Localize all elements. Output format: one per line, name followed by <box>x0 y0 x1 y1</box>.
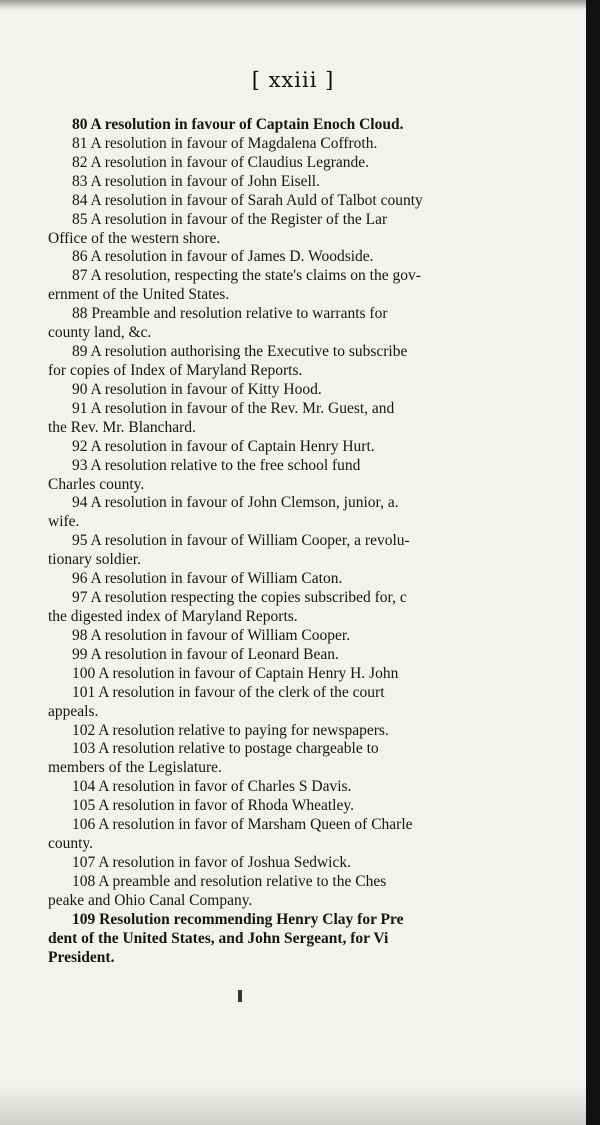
ink-mark <box>238 990 242 1002</box>
scan-shadow-top <box>0 0 586 10</box>
resolution-number: 94 <box>72 494 88 512</box>
scan-shadow-bottom <box>0 1085 586 1125</box>
resolution-number: 108 <box>72 872 96 890</box>
resolution-text-line: A resolution in favour of James D. Woodside. <box>90 248 374 266</box>
resolution-text-line: A resolution in favour of William Cooper, a revolu- <box>90 532 410 550</box>
resolution-entry <box>48 192 496 211</box>
resolution-text-line: ernment of the United States. <box>48 286 230 304</box>
resolution-number: 105 <box>72 797 96 815</box>
resolution-text-line: A resolution in favour of Magdalena Coffroth. <box>90 134 378 152</box>
resolution-entry <box>48 343 496 381</box>
page-number: [ xxiii ] <box>251 68 335 92</box>
resolution-text-line: the digested index of Maryland Reports. <box>48 607 298 625</box>
resolution-text-line: for copies of Index of Maryland Reports. <box>48 361 303 379</box>
resolution-entry <box>48 778 496 797</box>
resolution-text-line: appeals. <box>48 702 99 720</box>
resolution-number: 96 <box>72 570 88 588</box>
resolution-number: 81 <box>72 134 88 152</box>
resolution-text-line: A resolution in favour of Captain Henry Hurt. <box>90 437 375 455</box>
resolution-text-line: tionary soldier. <box>48 551 141 569</box>
resolution-number: 107 <box>72 853 96 871</box>
resolution-text-line: A resolution in favour of the Register of the Lar <box>90 210 388 228</box>
resolution-text-line: A resolution, respecting the state's claims on the gov- <box>90 267 421 285</box>
resolution-text-line: A resolution relative to the free school fund <box>90 456 361 474</box>
resolution-text-line: the Rev. Mr. Blanchard. <box>48 418 196 436</box>
resolution-text-line: members of the Legislature. <box>48 759 222 777</box>
resolution-number: 87 <box>72 267 88 285</box>
resolution-number: 106 <box>72 816 96 834</box>
resolution-entry <box>48 911 496 968</box>
resolution-text-line: A resolution in favour of William Caton. <box>90 570 343 588</box>
resolution-number: 90 <box>72 380 88 398</box>
resolution-text-line: A resolution relative to paying for newspapers. <box>98 721 389 739</box>
resolution-text-line: A resolution in favor of Charles S Davis. <box>98 778 352 796</box>
resolution-number: 98 <box>72 626 88 644</box>
resolution-text-line: Charles county. <box>48 475 145 493</box>
resolution-number: 86 <box>72 248 88 266</box>
resolution-entry <box>48 173 496 192</box>
resolution-number: 104 <box>72 778 96 796</box>
resolution-text-line: A resolution in favour of Kitty Hood. <box>90 380 322 398</box>
resolution-entry <box>48 305 496 343</box>
resolution-number: 91 <box>72 399 88 417</box>
resolution-entry <box>48 532 496 570</box>
resolution-text-line: A resolution in favor of Joshua Sedwick. <box>98 853 351 871</box>
resolution-text-line: A resolution in favour of John Eisell. <box>90 172 320 190</box>
resolution-number: 101 <box>72 683 96 701</box>
resolution-entry <box>48 740 496 778</box>
resolution-entry <box>48 854 496 873</box>
resolution-text-line: A resolution authorising the Executive to subscribe <box>90 343 408 361</box>
resolution-entry <box>48 873 496 911</box>
resolution-text-line: A resolution in favour of Captain Enoch Cloud. <box>90 116 404 133</box>
resolution-entry <box>48 797 496 816</box>
resolution-text-line: A resolution in favor of Marsham Queen of Charle <box>98 816 413 834</box>
resolution-entry <box>48 457 496 495</box>
resolution-entry <box>48 116 496 135</box>
resolution-entry <box>48 816 496 854</box>
resolution-entry <box>48 154 496 173</box>
resolution-text-line: A resolution in favour of the Rev. Mr. Guest, and <box>90 399 395 417</box>
scan-edge <box>586 0 600 1125</box>
resolution-number: 93 <box>72 456 88 474</box>
resolution-list <box>48 116 496 967</box>
resolution-entry <box>48 589 496 627</box>
resolution-text-line: A preamble and resolution relative to the Ches <box>98 872 387 890</box>
resolution-text-line: Preamble and resolution relative to warrants for <box>91 305 388 323</box>
resolution-text-line: President. <box>48 948 115 966</box>
resolution-text-line: A resolution in favor of Rhoda Wheatley. <box>98 797 354 815</box>
resolution-entry <box>48 684 496 722</box>
resolution-text-line: peake and Ohio Canal Company. <box>48 891 253 909</box>
resolution-text-line: A resolution in favour of the clerk of the court <box>98 683 385 701</box>
resolution-text-line: A resolution in favour of Leonard Bean. <box>90 645 339 663</box>
resolution-entry <box>48 381 496 400</box>
resolution-text-line: county land, &c. <box>48 324 152 342</box>
resolution-text-line: dent of the United States, and John Sergeant, for Vi <box>48 929 389 947</box>
resolution-entry <box>48 438 496 457</box>
resolution-number: 83 <box>72 172 88 190</box>
resolution-entry <box>48 267 496 305</box>
resolution-entry <box>48 570 496 589</box>
resolution-number: 84 <box>72 191 88 209</box>
resolution-number: 99 <box>72 645 88 663</box>
resolution-entry <box>48 135 496 154</box>
resolution-text-line: A resolution in favour of John Clemson, junior, a. <box>90 494 399 512</box>
resolution-text-line: A resolution in favour of Claudius Legrande. <box>90 153 370 171</box>
resolution-text-line: Office of the western shore. <box>48 229 221 247</box>
resolution-text-line: county. <box>48 835 94 853</box>
resolution-text-line: A resolution in favour of William Cooper. <box>90 626 351 644</box>
resolution-number: 109 <box>72 910 96 928</box>
resolution-text-line: A resolution in favour of Captain Henry H. John <box>98 664 399 682</box>
resolution-number: 85 <box>72 210 88 228</box>
resolution-entry <box>48 494 496 532</box>
resolution-entry <box>48 646 496 665</box>
resolution-number: 95 <box>72 532 88 550</box>
resolution-number: 102 <box>72 721 96 739</box>
resolution-entry <box>48 400 496 438</box>
resolution-number: 88 <box>72 305 88 323</box>
resolution-number: 92 <box>72 437 88 455</box>
resolution-entry <box>48 665 496 684</box>
resolution-entry <box>48 627 496 646</box>
resolution-text-line: wife. <box>48 513 80 531</box>
resolution-entry <box>48 248 496 267</box>
resolution-number: 89 <box>72 343 88 361</box>
resolution-number: 80 <box>72 116 88 133</box>
resolution-text-line: Resolution recommending Henry Clay for Pre <box>99 910 404 928</box>
resolution-entry <box>48 211 496 249</box>
resolution-number: 100 <box>72 664 96 682</box>
resolution-text-line: A resolution in favour of Sarah Auld of Talbot county <box>90 191 423 209</box>
resolution-number: 97 <box>72 589 88 607</box>
resolution-number: 82 <box>72 153 88 171</box>
resolution-text-line: A resolution relative to postage chargeable to <box>98 740 379 758</box>
resolution-number: 103 <box>72 740 96 758</box>
resolution-text-line: A resolution respecting the copies subscribed for, c <box>90 589 407 607</box>
resolution-entry <box>48 722 496 741</box>
